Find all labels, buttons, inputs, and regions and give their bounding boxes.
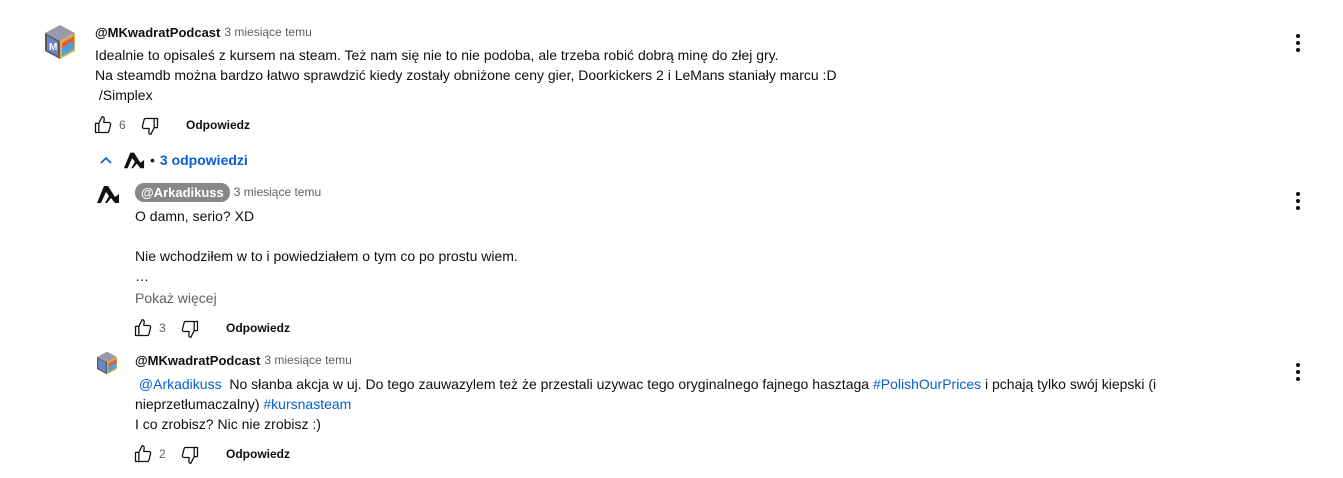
toggle-separator: • bbox=[150, 152, 155, 168]
comment-line-1: Idealnie to opisaleś z kursem na steam. Też nam się nie to nie podoba, ale trzeba robić dobrą minę do złej gry. bbox=[95, 47, 779, 63]
reply-1-header bbox=[135, 182, 321, 202]
reply-1-like-button[interactable] bbox=[133, 318, 153, 338]
more-vert-icon bbox=[1288, 361, 1308, 383]
reply-2-like-button[interactable] bbox=[133, 444, 153, 464]
avatar-arkadikuss[interactable] bbox=[96, 182, 120, 206]
thumb-down-icon bbox=[180, 319, 200, 339]
reply-1-menu-button[interactable] bbox=[1288, 190, 1308, 212]
reply-2-author[interactable]: @MKwadratPodcast bbox=[135, 352, 261, 368]
avatar-mkwadrat[interactable] bbox=[44, 24, 76, 60]
thumb-up-icon bbox=[93, 115, 113, 135]
dislike-button[interactable] bbox=[140, 116, 160, 136]
reply-2-menu-button[interactable] bbox=[1288, 361, 1308, 383]
hashtag-link-polishourprices[interactable]: #PolishOurPrices bbox=[872, 376, 982, 392]
reply-1-line-3: Nie wchodziłem w to i powiedziałem o tym co po prostu wiem. bbox=[135, 248, 518, 264]
replies-toggle-label[interactable]: 3 odpowiedzi bbox=[159, 152, 248, 168]
svg-text:M: M bbox=[49, 42, 58, 53]
avatar-mkwadrat-small[interactable] bbox=[96, 351, 118, 375]
thumb-down-icon bbox=[180, 445, 200, 465]
reply-1-like-count: 3 bbox=[159, 321, 166, 335]
reply-button[interactable]: Odpowiedz bbox=[186, 118, 250, 132]
more-vert-icon bbox=[1288, 32, 1308, 54]
reply-2-line-1 bbox=[135, 374, 1156, 394]
reply-1-author[interactable]: @Arkadikuss bbox=[135, 183, 230, 202]
like-count: 6 bbox=[119, 118, 126, 132]
reply-2-line-1-text-a: No słanba akcja w uj. Do tego zauwazylem też że przestali uzywac tego oryginalnego fajnego hasztaga bbox=[221, 376, 873, 392]
reply-2-line-2-text: nieprzetłumaczalny) bbox=[135, 396, 264, 412]
creator-avatar-icon bbox=[123, 149, 145, 171]
comment-menu-button[interactable] bbox=[1288, 32, 1308, 54]
show-more-button[interactable]: Pokaż więcej bbox=[135, 290, 217, 306]
reply-2-line-1-text-b: i pchają tylko swój kiepski (i bbox=[981, 376, 1157, 392]
reply-2-dislike-button[interactable] bbox=[180, 445, 200, 465]
comment-time[interactable]: 3 miesiące temu bbox=[224, 25, 312, 39]
reply-2-header bbox=[135, 352, 352, 368]
reply-2-line-2 bbox=[135, 394, 351, 414]
comment-line-2: Na steamdb można bardzo łatwo sprawdzić kiedy zostały obniżone ceny gier, Doorkickers 2 i LeMans staniały marcu :D bbox=[95, 67, 837, 83]
reply-2-like-count: 2 bbox=[159, 447, 166, 461]
reply-1-time[interactable]: 3 miesiące temu bbox=[233, 185, 322, 199]
more-vert-icon bbox=[1288, 190, 1308, 212]
mention-link[interactable]: @Arkadikuss bbox=[138, 376, 222, 392]
reply-1-reply-button[interactable]: Odpowiedz bbox=[226, 321, 290, 335]
hashtag-link-kursnasteam[interactable]: #kursnasteam bbox=[263, 396, 352, 412]
comment-author[interactable]: @MKwadratPodcast bbox=[95, 24, 221, 40]
chevron-up-icon bbox=[98, 152, 114, 168]
reply-2-time[interactable]: 3 miesiące temu bbox=[264, 353, 352, 367]
reply-2-line-3: I co zrobisz? Nic nie zrobisz :) bbox=[135, 416, 321, 432]
thumb-down-icon bbox=[140, 116, 160, 136]
like-button[interactable] bbox=[93, 115, 113, 135]
thumb-up-icon bbox=[133, 318, 153, 338]
reply-1-line-4: … bbox=[135, 268, 149, 284]
reply-1-dislike-button[interactable] bbox=[180, 319, 200, 339]
comment-line-3: /Simplex bbox=[95, 87, 153, 103]
comment-header bbox=[95, 24, 312, 40]
reply-1-line-1: O damn, serio? XD bbox=[135, 208, 255, 224]
reply-2-reply-button[interactable]: Odpowiedz bbox=[226, 447, 290, 461]
replies-toggle[interactable] bbox=[98, 148, 248, 172]
thumb-up-icon bbox=[133, 444, 153, 464]
